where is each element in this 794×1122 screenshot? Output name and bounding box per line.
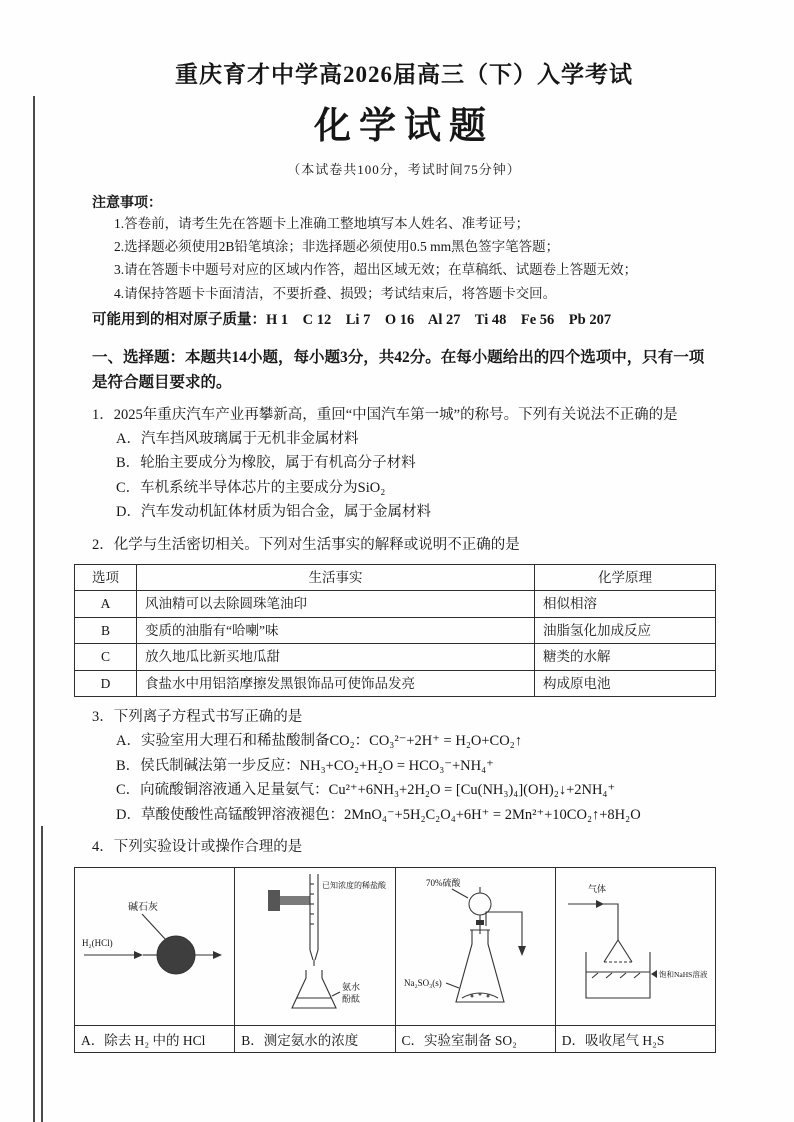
gas-in-label: H₂(HCl) (81, 937, 113, 948)
q4-caption-a: A．除去 H₂ 中的 HCl (75, 1025, 235, 1052)
q4-panel-d (555, 867, 715, 1025)
burette-clamp (276, 896, 310, 905)
q4-caption-d: D．吸收尾气 H₂S (555, 1025, 715, 1052)
gas-tube (568, 904, 618, 940)
q2-row-a-principle: 相似相溶 (535, 591, 716, 618)
scan-artifact-line-bottom (41, 826, 43, 1122)
q2-row-d-principle: 构成原电池 (535, 670, 716, 697)
table-row (75, 591, 716, 618)
q4-panel-c (395, 867, 555, 1025)
soda-lime-label: 碱石灰 (127, 901, 158, 913)
scan-artifact-line-left (33, 96, 35, 1122)
q4-caption-c: C．实验室制备 SO₂ (395, 1025, 555, 1052)
q2-row-b-principle: 油脂氢化加成反应 (535, 617, 716, 644)
q2-row-a-fact: 风油精可以去除圆珠笔油印 (137, 591, 535, 618)
q2-stem: 2．化学与生活密切相关。下列对生活事实的解释或说明不正确的是 (92, 537, 520, 554)
q2-col-option: 选项 (75, 564, 137, 591)
q2-header-row (75, 564, 716, 591)
exam-info: （本试卷共100分，考试时间75分钟） (287, 162, 521, 177)
table-row (75, 644, 716, 671)
q1-option-b: B．轮胎主要成分为橡胶，属于有机高分子材料 (116, 455, 416, 472)
q2-row-b-option: B (75, 617, 137, 644)
q3-stem: 3．下列离子方程式书写正确的是 (92, 709, 303, 726)
q1-option-d: D．汽车发动机缸体材质为铝合金，属于金属材料 (116, 504, 431, 521)
q1-stem: 1．2025年重庆汽车产业再攀新高，重回“中国汽车第一城”的称号。下列有关说法不正确的是 (92, 407, 678, 424)
exam-title: 重庆育才中学高2026届高三（下）入学考试 (175, 62, 633, 87)
sulfuric-acid-label: 70%硫酸 (426, 877, 461, 888)
q2-row-c-option: C (75, 644, 137, 671)
table-row (75, 670, 716, 697)
table-row (75, 617, 716, 644)
conical-flask (292, 970, 336, 1008)
gas-label: 气体 (588, 883, 607, 894)
section-heading: 一、选择题：本题共14小题，每小题3分，共42分。在每小题给出的四个选项中，只有一项是符合题目要求的。 (92, 348, 705, 391)
erlenmeyer-flask (456, 930, 504, 1002)
q3-option-b: B．侯氏制碱法第一步反应：NH₃+CO₂+H₂O = HCO₃⁻+NH₄⁺ (116, 757, 494, 774)
drying-ball-apparatus-diagram (80, 870, 230, 1018)
sodium-sulfite-label: Na₂SO₃(s) (404, 977, 442, 988)
question-3 (92, 706, 716, 827)
acid-in-burette-label: 已知浓度的稀盐酸 (321, 880, 386, 890)
q2-row-c-fact: 放久地瓜比新买地瓜甜 (137, 644, 535, 671)
q2-row-d-fact: 食盐水中用铝箔摩擦发黑银饰品可使饰品发亮 (137, 670, 535, 697)
subject-title: 化学试题 (314, 106, 494, 147)
delivery-tube (486, 912, 522, 946)
clamp-stand (268, 890, 280, 911)
nahs-solution-label: 饱和NaHS溶液 (659, 969, 708, 979)
q3-option-c: C．向硫酸铜溶液通入足量氨气：Cu²⁺+6NH₃+2H₂O = [Cu(NH₃)₄](OH)₂↓+2NH₄⁺ (116, 782, 616, 799)
gas-absorption-apparatus-diagram (560, 870, 710, 1018)
q2-row-b-fact: 变质的油脂有“哈喇”味 (137, 617, 535, 644)
gas-generator-apparatus-diagram (400, 870, 550, 1018)
q4-caption-row (75, 1025, 716, 1052)
q1-option-a: A．汽车挡风玻璃属于无机非金属材料 (116, 430, 359, 447)
q4-diagram-row (75, 867, 716, 1025)
q4-stem: 4．下列实验设计或操作合理的是 (92, 839, 303, 856)
ammonia-label: 氨水 (341, 981, 360, 992)
question-1 (92, 404, 716, 525)
note-item-2: 2.选择题必须使用2B铅笔填涂；非选择题必须使用0.5 mm黑色签字笔答题； (114, 239, 560, 255)
note-item-4: 4.请保持答题卡卡面清洁，不要折叠、损毁；考试结束后，将答题卡交回。 (114, 285, 557, 301)
inverted-funnel (604, 940, 618, 962)
q4-panel-a (75, 867, 235, 1025)
q3-option-d: D．草酸使酸性高锰酸钾溶液褪色：2MnO₄⁻+5H₂C₂O₄+6H⁺ = 2Mn²⁺+10CO₂↑+8H₂O (116, 806, 641, 823)
q4-figure-table (74, 867, 716, 1053)
q2-row-c-principle: 糖类的水解 (535, 644, 716, 671)
q2-col-principle: 化学原理 (535, 564, 716, 591)
q2-row-d-option: D (75, 670, 137, 697)
q4-caption-b: B．测定氨水的浓度 (235, 1025, 395, 1052)
notes-heading: 注意事项： (92, 196, 162, 211)
q1-option-c: C．车机系统半导体芯片的主要成分为SiO₂ (116, 479, 386, 496)
notes-section (92, 192, 716, 329)
q2-table (74, 564, 716, 698)
q3-option-a: A．实验室用大理石和稀盐酸制备CO₂：CO₃²⁻+2H⁺ = H₂O+CO₂↑ (116, 732, 522, 749)
question-4 (81, 836, 716, 1052)
q2-col-fact: 生活事实 (137, 564, 535, 591)
stopcock (476, 920, 484, 925)
note-item-1: 1.答卷前，请考生先在答题卡上准确工整地填写本人姓名、准考证号； (114, 216, 530, 231)
titration-apparatus-diagram (240, 870, 390, 1018)
phenolphthalein-label: 酚酞 (341, 993, 360, 1004)
drying-ball (157, 936, 195, 974)
q4-panel-b (235, 867, 395, 1025)
atomic-masses: 可能用到的相对原子质量：H 1 C 12 Li 7 O 16 Al 27 Ti 48 Fe 56 Pb 207 (92, 311, 612, 328)
q2-row-a-option: A (75, 591, 137, 618)
note-item-3: 3.请在答题卡中题号对应的区域内作答，超出区域无效；在草稿纸、试题卷上答题无效； (114, 262, 638, 278)
question-2 (92, 534, 716, 697)
